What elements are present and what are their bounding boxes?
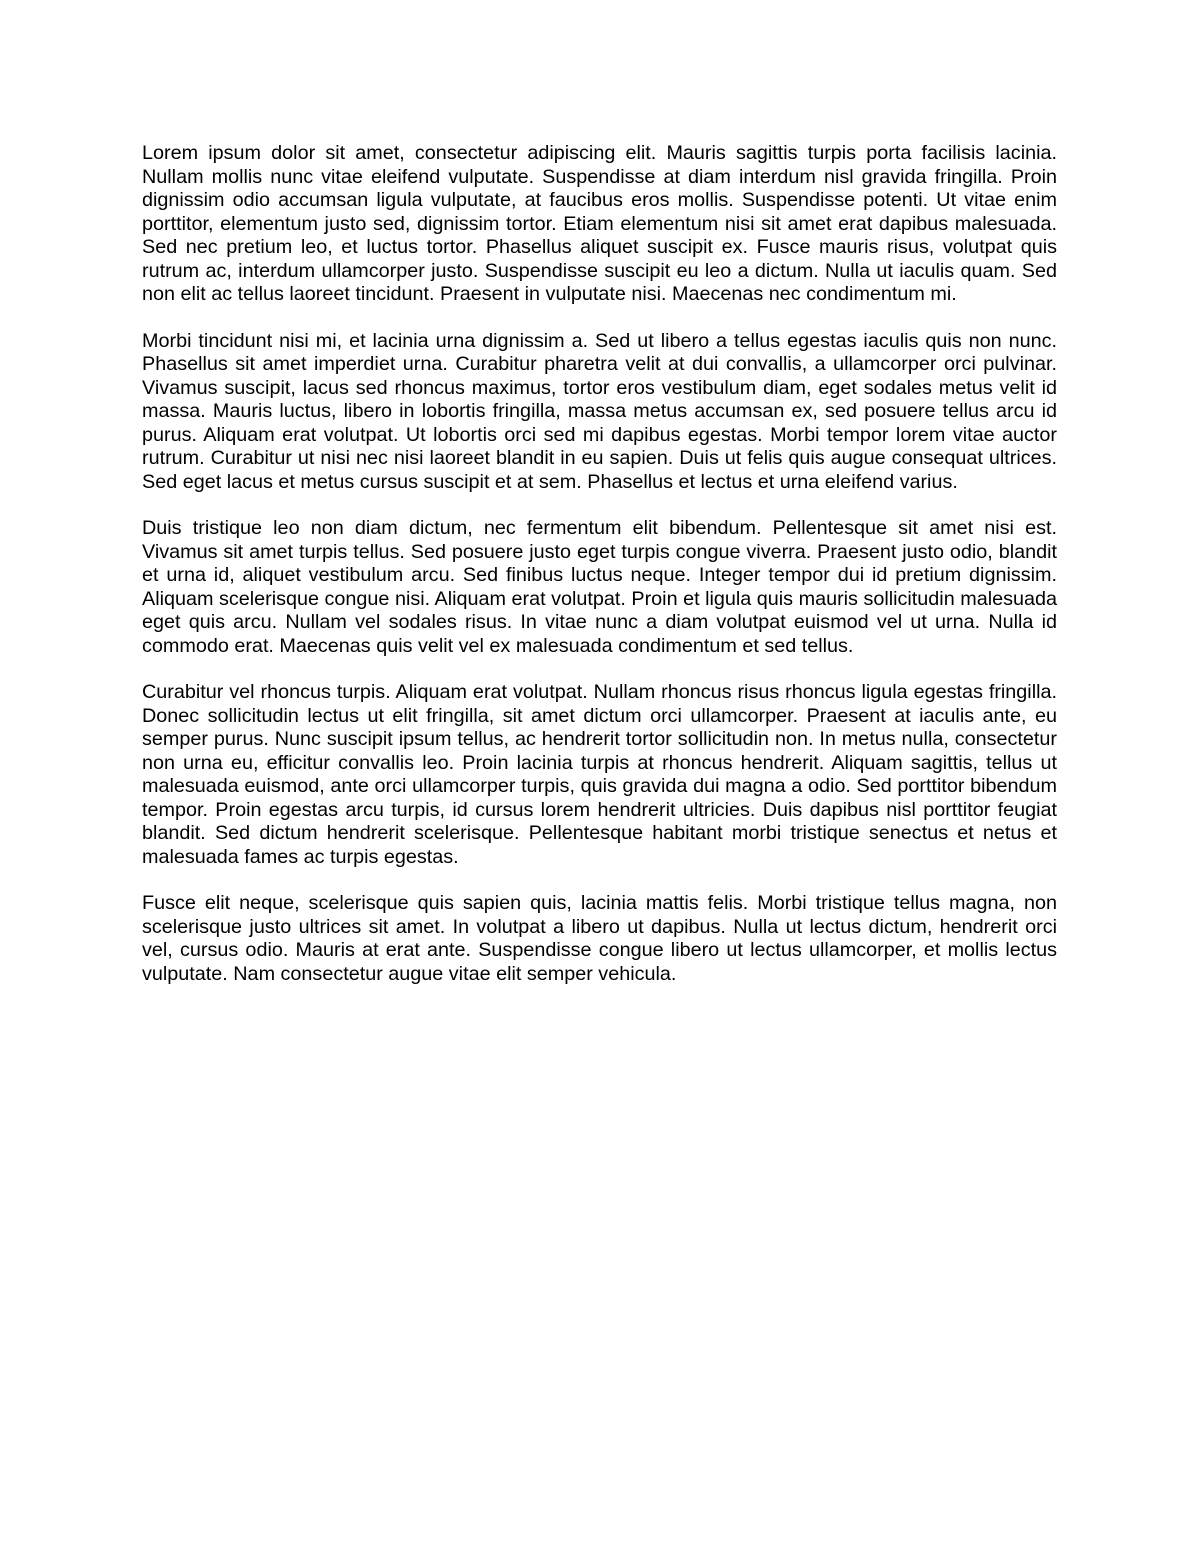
- paragraph-1: Lorem ipsum dolor sit amet, consectetur adipiscing elit. Mauris sagittis turpis porta facilisis lacinia. Nullam mollis nunc vitae eleifend vulputate. Suspendisse at diam interdum nisl gravida fringilla. Proin dignissim odio accumsan ligula vulputate, at faucibus eros mollis. Suspendisse potenti. Ut vitae enim porttitor, elementum justo sed, dignissim tortor. Etiam elementum nisi sit amet erat dapibus malesuada. Sed nec pretium leo, et luctus tortor. Phasellus aliquet suscipit ex. Fusce mauris risus, volutpat quis rutrum ac, interdum ullamcorper justo. Suspendisse suscipit eu leo a dictum. Nulla ut iaculis quam. Sed non elit ac tellus laoreet tincidunt. Praesent in vulputate nisi. Maecenas nec condimentum mi.: [142, 142, 1057, 305]
- document-body: [142, 142, 1057, 1009]
- paragraph-5: Fusce elit neque, scelerisque quis sapien quis, lacinia mattis felis. Morbi tristique tellus magna, non scelerisque justo ultrices sit amet. In volutpat a libero ut dapibus. Nulla ut lectus dictum, hendrerit orci vel, cursus odio. Mauris at erat ante. Suspendisse congue libero ut lectus ullamcorper, et mollis lectus vulputate. Nam consectetur augue vitae elit semper vehicula.: [142, 892, 1057, 985]
- paragraph-2: Morbi tincidunt nisi mi, et lacinia urna dignissim a. Sed ut libero a tellus egestas iaculis quis non nunc. Phasellus sit amet imperdiet urna. Curabitur pharetra velit at dui convallis, a ullamcorper orci pulvinar. Vivamus suscipit, lacus sed rhoncus maximus, tortor eros vestibulum diam, eget sodales metus velit id massa. Mauris luctus, libero in lobortis fringilla, massa metus accumsan ex, sed posuere tellus arcu id purus. Aliquam erat volutpat. Ut lobortis orci sed mi dapibus egestas. Morbi tempor lorem vitae auctor rutrum. Curabitur ut nisi nec nisi laoreet blandit in eu sapien. Duis ut felis quis augue consequat ultrices. Sed eget lacus et metus cursus suscipit et at sem. Phasellus et lectus et urna eleifend varius.: [142, 329, 1057, 493]
- paragraph-3: Duis tristique leo non diam dictum, nec fermentum elit bibendum. Pellentesque sit amet nisi est. Vivamus sit amet turpis tellus. Sed posuere justo eget turpis congue viverra. Praesent justo odio, blandit et urna id, aliquet vestibulum arcu. Sed finibus luctus neque. Integer tempor dui id pretium dignissim. Aliquam scelerisque congue nisi. Aliquam erat volutpat. Proin et ligula quis mauris sollicitudin malesuada eget quis arcu. Nullam vel sodales risus. In vitae nunc a diam volutpat euismod vel ut urna. Nulla id commodo erat. Maecenas quis velit vel ex malesuada condimentum et sed tellus.: [142, 517, 1057, 657]
- paragraph-4: Curabitur vel rhoncus turpis. Aliquam erat volutpat. Nullam rhoncus risus rhoncus ligula egestas fringilla. Donec sollicitudin lectus ut elit fringilla, sit amet dictum orci ullamcorper. Praesent at iaculis ante, eu semper purus. Nunc suscipit ipsum tellus, ac hendrerit tortor sollicitudin non. In metus nulla, consectetur non urna eu, efficitur convallis leo. Proin lacinia turpis at rhoncus hendrerit. Aliquam sagittis, tellus ut malesuada euismod, ante orci ullamcorper turpis, quis gravida dui magna a odio. Sed porttitor bibendum tempor. Proin egestas arcu turpis, id cursus lorem hendrerit ultricies. Duis dapibus nisl porttitor feugiat blandit. Sed dictum hendrerit scelerisque. Pellentesque habitant morbi tristique senectus et netus et malesuada fames ac turpis egestas.: [142, 681, 1057, 868]
